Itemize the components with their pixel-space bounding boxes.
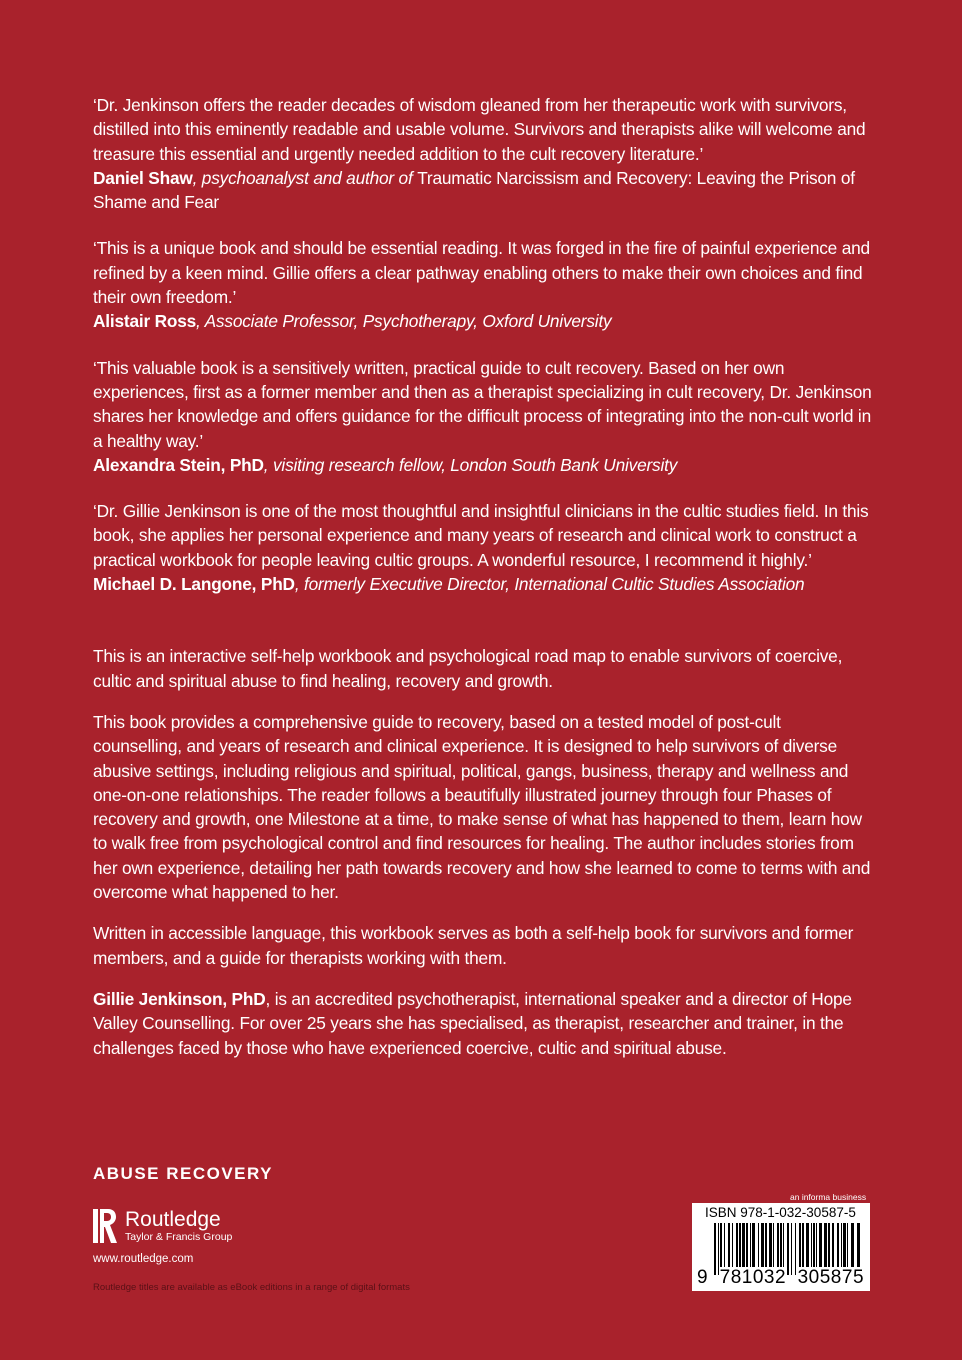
routledge-r-icon — [93, 1208, 117, 1244]
author-bio — [93, 987, 873, 1060]
series-label: ABUSE RECOVERY — [93, 1164, 274, 1183]
quote-text: ‘Dr. Gillie Jenkinson is one of the most thoughtful and insightful clinicians in the cultic studies field. In this book, she applies her personal experience and many years of research and clinical work to construct a practical workbook for people leaving cultic groups. A wonderful resource, I recommend it highly.’ — [93, 501, 869, 570]
endorsement-4 — [93, 499, 873, 596]
endorser-name: Daniel Shaw — [93, 167, 193, 188]
description-paragraph: Written in accessible language, this workbook serves as both a self-help book for survivors and former members, and a guide for therapists working with them. — [93, 923, 854, 968]
endorser-name: Michael D. Langone, PhD — [93, 574, 295, 595]
author-bio-text: , is an accredited psychotherapist, international speaker and a director of Hope Valley Counselling. For over 25 years she has specialised, as therapist, researcher and trainer, in the challenges faced by those who have experienced coercive, cultic and spiritual abuse. — [93, 988, 852, 1058]
author-name: Gillie Jenkinson, PhD — [93, 988, 266, 1009]
endorser-name: Alistair Ross — [93, 311, 197, 332]
publisher-name: Routledge — [125, 1208, 221, 1231]
isbn-label: ISBN 978-1-032-30587-5 — [705, 1205, 856, 1220]
barcode-digit-first: 9 — [697, 1267, 709, 1288]
endorser-role: , visiting research fellow, London South Bank University — [263, 454, 678, 475]
barcode-digits-left: 781032 — [719, 1267, 787, 1288]
endorsement-2 — [93, 236, 873, 333]
endorser-work: Traumatic Narcissism and Recovery: Leaving the Prison of Shame and Fear — [93, 167, 855, 213]
routledge-logo — [93, 1208, 232, 1244]
quote-text: ‘Dr. Jenkinson offers the reader decades of wisdom gleaned from her therapeutic work with survivors, distilled into this eminently readable and usable volume. Survivors and therapists alike will welcome and treasure this essential and urgently needed addition to the cult recovery literature.’ — [93, 95, 866, 164]
endorser-name: Alexandra Stein, PhD — [93, 454, 264, 475]
barcode-digits-right: 305875 — [797, 1267, 865, 1288]
endorser-role: , psychoanalyst and author of — [192, 167, 418, 188]
book-description — [93, 644, 873, 1059]
endorsement-1 — [93, 93, 873, 214]
description-paragraph: This book provides a comprehensive guide to recovery, based on a tested model of post-cult counselling, and years of research and clinical experience. It is designed to help survivors of diverse abusive settings, including religious and spiritual, political, gangs, business, therapy and wellness and one-on-one relationships. The reader follows a beautifully illustrated journey through four Phases of recovery and growth, one Milestone at a time, to make sense of what has happened to them, learn how to walk free from psychological control and find resources for healing. The author includes stories from her own experience, detailing her path towards recovery and how she learned to come to terms with and overcome what happened to her. — [93, 711, 871, 903]
endorser-role: , Associate Professor, Psychotherapy, Oxford University — [196, 311, 612, 332]
endorsement-3 — [93, 356, 873, 477]
quote-text: ‘This valuable book is a sensitively written, practical guide to cult recovery. Based on her own experiences, first as a former member and then as a therapist specializing in cult recovery, Dr. Jenkinson shares her knowledge and offers guidance for the difficult process of integrating into the non-cult world in a healthy way.’ — [93, 357, 872, 451]
quote-text: ‘This is a unique book and should be essential reading. It was forged in the fire of painful experience and refined by a keen mind. Gillie offers a clear pathway enabling others to make their own choices and find their own freedom.’ — [93, 238, 870, 308]
ebook-note: Routledge titles are available as eBook editions in a range of digital formats — [93, 1282, 410, 1293]
publisher-url: www.routledge.com — [93, 1253, 194, 1265]
endorser-role: , formerly Executive Director, International Cultic Studies Association — [294, 574, 805, 595]
description-paragraph: This is an interactive self-help workbook and psychological road map to enable survivors of coercive, cultic and spiritual abuse to find healing, recovery and growth. — [93, 646, 843, 691]
back-cover-text — [93, 93, 873, 1077]
isbn-barcode — [692, 1203, 870, 1291]
barcode-digits — [697, 1267, 864, 1289]
informa-tagline: an informa business — [790, 1192, 867, 1202]
publisher-group: Taylor & Francis Group — [125, 1231, 233, 1243]
